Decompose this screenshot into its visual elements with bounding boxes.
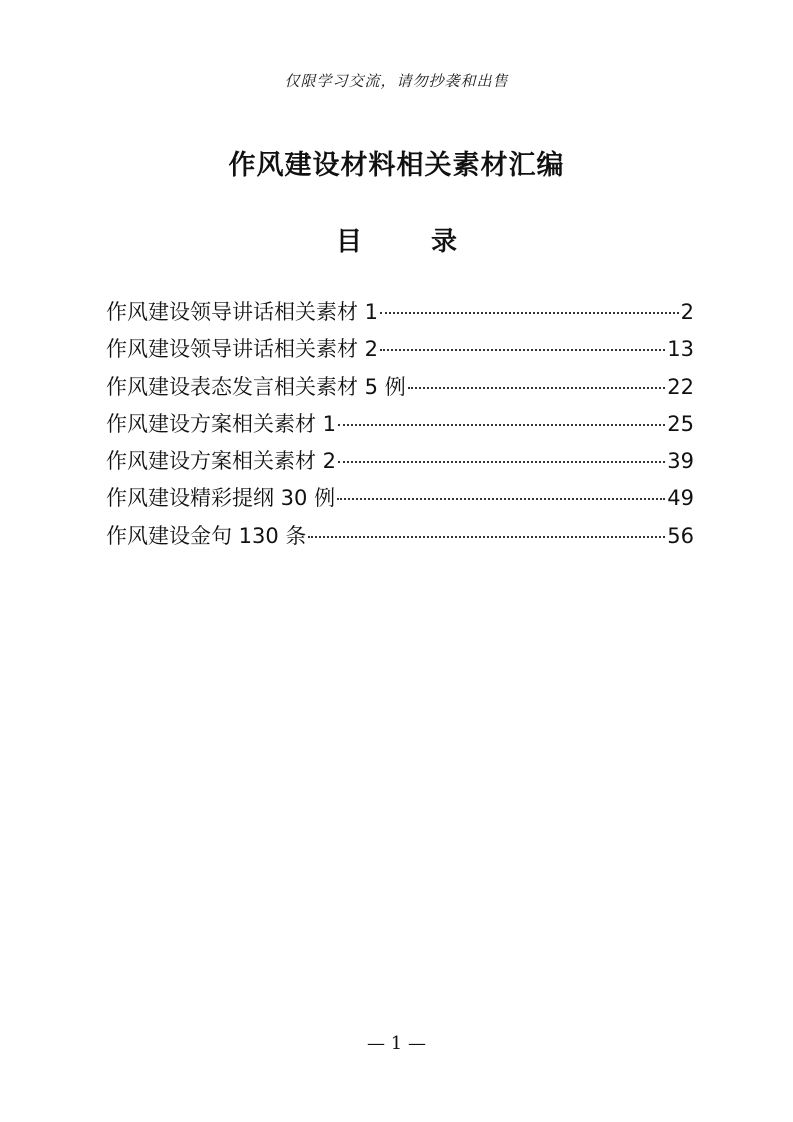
table-of-contents [106,296,694,557]
toc-entry-page: 25 [667,411,694,436]
toc-entry-title: 作风建设领导讲话相关素材 2 [106,337,379,362]
toc-entry[interactable] [106,371,694,408]
toc-entry-page: 22 [667,374,694,399]
toc-entry-title: 作风建设领导讲话相关素材 1 [106,300,379,324]
toc-entry[interactable] [106,445,694,482]
toc-leader-dots [337,498,665,500]
toc-entry[interactable] [106,333,694,370]
toc-entry[interactable] [106,408,694,445]
toc-entry-page: 56 [667,523,694,548]
toc-entry[interactable] [106,520,694,557]
toc-entry-page: 49 [667,486,694,511]
page-number: — 1 — [367,1033,426,1054]
header-notice: 仅限学习交流，请勿抄袭和出售 [284,72,509,90]
toc-entry[interactable] [106,482,694,519]
toc-leader-dots [408,387,666,389]
toc-entry-title: 作风建设方案相关素材 1 [106,411,337,436]
toc-leader-dots [380,349,665,351]
toc-entry-page: 2 [680,300,694,324]
toc-entry-page: 13 [667,337,694,362]
document-title: 作风建设材料相关素材汇编 [228,150,565,181]
toc-entry-title: 作风建设方案相关素材 2 [106,449,337,474]
toc-heading: 目 录 [335,227,488,257]
toc-leader-dots [308,536,665,538]
toc-entry[interactable] [106,296,694,333]
toc-leader-dots [380,312,679,314]
toc-leader-dots [338,424,665,426]
toc-leader-dots [338,461,665,463]
toc-entry-title: 作风建设金句 130 条 [106,523,307,548]
toc-entry-page: 39 [667,449,694,474]
toc-entry-title: 作风建设表态发言相关素材 5 例 [106,374,406,399]
toc-entry-title: 作风建设精彩提纲 30 例 [106,486,336,511]
